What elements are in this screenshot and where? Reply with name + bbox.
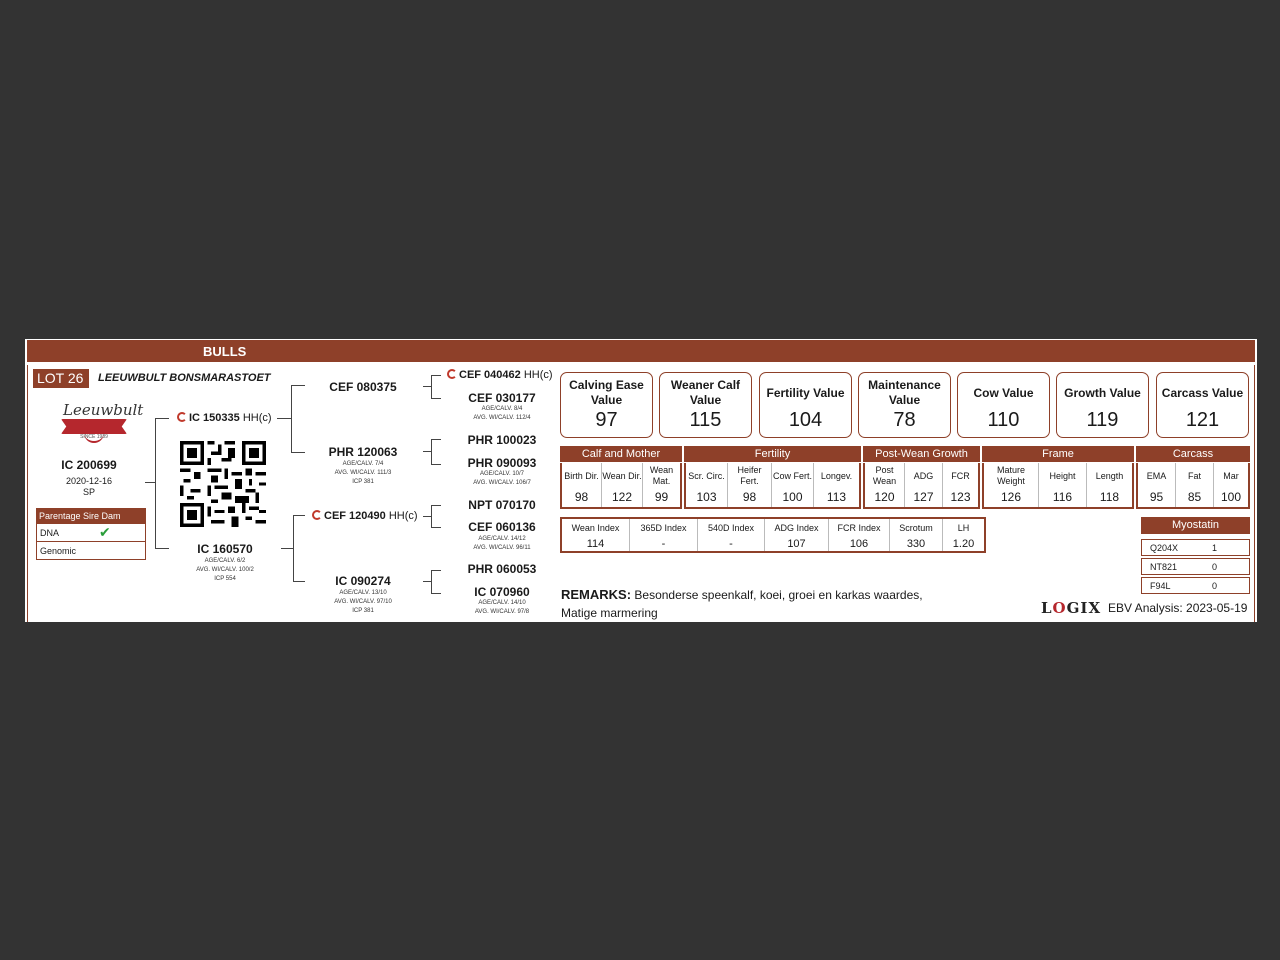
value-box-fertility	[759, 372, 852, 438]
value-box-calving-ease	[560, 372, 653, 438]
ebv-analysis-date: EBV Analysis: 2023-05-19	[1108, 601, 1248, 615]
value-number: 104	[788, 409, 823, 431]
sdd-avg-wi: AVG. WI/CALV. 106/7	[473, 480, 531, 486]
ddd-age-calv: AGE/CALV. 14/10	[478, 600, 526, 606]
group-frame	[982, 463, 1134, 509]
value-box-carcass	[1156, 372, 1249, 438]
qr-code-icon[interactable]	[180, 441, 266, 527]
sdd-id: PHR 090093	[467, 456, 537, 470]
sire-tag: HH(c)	[242, 412, 272, 424]
group-header-frame: Frame	[982, 446, 1134, 462]
tree-line	[431, 439, 441, 440]
group-header-calf-mother: Calf and Mother	[560, 446, 682, 462]
value-label: Growth Value	[1064, 385, 1141, 400]
tree-line	[423, 386, 431, 387]
ssd-age-calv: AGE/CALV. 8/4	[481, 406, 523, 412]
homozygous-polled-icon	[177, 412, 187, 422]
sire-dam-id: PHR 120063	[328, 445, 398, 459]
category-title: BULLS	[203, 344, 247, 359]
ssd-id: CEF 030177	[468, 391, 536, 405]
tree-line	[431, 375, 441, 376]
tree-line	[431, 593, 441, 594]
dsd-id: CEF 060136	[468, 520, 536, 534]
ebv-post-wean: Post Wean 120	[872, 465, 897, 504]
tree-line	[423, 516, 431, 517]
ebv-wean-mat: Wean Mat. 99	[642, 463, 680, 507]
tree-line	[431, 570, 432, 593]
frame-right	[1254, 365, 1255, 622]
tree-line	[293, 581, 305, 582]
farm-logo-since: SINCE 1989	[80, 434, 108, 440]
group-header-post-wean: Post-Wean Growth	[863, 446, 980, 462]
group-fertility	[684, 463, 861, 509]
dam-dam-avg-wi: AVG. WI/CALV. 97/10	[334, 599, 392, 605]
myostatin-row: F94L 0	[1141, 577, 1250, 594]
sire	[177, 412, 272, 424]
ebv-length: Length 118	[1086, 463, 1132, 507]
index-lh: LH 1.20	[942, 519, 984, 551]
dam-dam-age-calv: AGE/CALV. 13/10	[339, 590, 387, 596]
value-label: Cow Value	[973, 385, 1034, 400]
animal-id: IC 200699	[61, 458, 117, 472]
check-icon: ✔	[99, 524, 111, 540]
value-number: 119	[1086, 409, 1119, 431]
parentage-row-label: Genomic	[40, 546, 77, 556]
lot-number: LOT 26	[33, 369, 89, 388]
logix-logo: LOGIX	[1041, 599, 1102, 617]
value-number: 97	[595, 409, 618, 431]
index-scrotum: Scrotum 330	[889, 519, 942, 551]
dss-id: NPT 070170	[468, 498, 536, 512]
ebv-wean-dir: Wean Dir. 122	[601, 463, 642, 507]
group-calf-mother	[560, 463, 682, 509]
index-540d: 540D Index -	[697, 519, 764, 551]
remarks-label: REMARKS:	[561, 587, 632, 602]
tree-line	[293, 515, 294, 581]
value-number: 115	[689, 409, 722, 431]
sire-dam-icp: ICP 381	[352, 479, 374, 485]
sire-id: IC 150335	[189, 412, 240, 424]
tree-line	[423, 451, 431, 452]
parentage-table	[36, 508, 146, 560]
lot-sheet	[25, 339, 1257, 622]
index-365d: 365D Index -	[629, 519, 697, 551]
group-post-wean	[863, 463, 980, 509]
farm-name: LEEUWBULT BONSMARASTOET	[98, 372, 271, 384]
animal-dob: 2020-12-16	[65, 476, 113, 486]
ebv-fcr: FCR 123	[942, 463, 978, 507]
animal-code: SP	[82, 487, 95, 497]
dam-id: IC 160570	[197, 542, 253, 556]
sire-sire-id: CEF 080375	[329, 380, 397, 394]
group-header-carcass: Carcass	[1136, 446, 1250, 462]
remarks-text: Besonderse speenkalf, koei, groei en karkas waardes, Matige marmering	[561, 588, 923, 620]
value-box-weaner-calf	[659, 372, 752, 438]
ssd-avg-wi: AVG. WI/CALV. 112/4	[473, 415, 531, 421]
tree-line	[277, 418, 291, 419]
sire-dam-age-calv: AGE/CALV. 7/4	[342, 461, 384, 467]
tree-line	[291, 385, 305, 386]
ebv-birth-dir: Birth Dir. 98	[564, 470, 599, 504]
value-label: Fertility Value	[766, 385, 845, 400]
parentage-row-dna	[36, 524, 146, 542]
tree-line	[145, 482, 155, 483]
ebv-adg: ADG 127	[904, 463, 942, 507]
group-header-fertility: Fertility	[684, 446, 861, 462]
value-number: 121	[1185, 409, 1220, 431]
parentage-row-label: DNA	[40, 528, 60, 538]
parentage-row-genomic	[36, 542, 146, 560]
index-fcr: FCR Index 106	[828, 519, 889, 551]
homozygous-polled-icon	[447, 369, 457, 379]
myostatin-row: Q204X 1	[1141, 539, 1250, 556]
dam-sire-tag: HH(c)	[388, 510, 418, 522]
tree-line	[293, 515, 305, 516]
frame-left	[27, 365, 28, 622]
dam-sire-id: CEF 120490	[324, 510, 386, 522]
ebv-heifer-fert: Heifer Fert. 98	[727, 463, 771, 507]
ddd-id: IC 070960	[474, 585, 530, 599]
tree-line	[155, 418, 169, 419]
category-banner	[27, 340, 1255, 362]
group-carcass	[1136, 463, 1250, 509]
dam-dam-id: IC 090274	[335, 574, 391, 588]
myostatin-header: Myostatin	[1141, 517, 1250, 534]
ebv-longev: Longev. 113	[813, 463, 859, 507]
tree-line	[431, 570, 441, 571]
dam-dam-icp: ICP 381	[352, 608, 374, 614]
remarks	[561, 586, 961, 622]
myostatin-row: NT821 0	[1141, 558, 1250, 575]
sire-dam-avg-wi: AVG. WI/CALV. 111/3	[334, 470, 392, 476]
tree-line	[291, 452, 305, 453]
tree-line	[291, 385, 292, 452]
sss-tag: HH(c)	[523, 369, 553, 381]
index-adg: ADG Index 107	[764, 519, 828, 551]
value-label: Carcass Value	[1161, 385, 1244, 400]
tree-line	[431, 398, 441, 399]
value-number: 78	[893, 409, 916, 431]
ebv-scr-circ: Scr. Circ. 103	[688, 470, 725, 504]
tree-line	[431, 527, 441, 528]
parentage-header: Parentage Sire Dam	[36, 508, 146, 524]
value-label: Calving Ease Value	[569, 378, 644, 407]
homozygous-polled-icon	[312, 510, 322, 520]
ebv-ema: EMA 95	[1146, 470, 1167, 504]
value-label: Weaner Calf Value	[670, 378, 741, 407]
dsd-age-calv: AGE/CALV. 14/12	[478, 536, 526, 542]
index-table	[560, 517, 986, 553]
tree-line	[431, 375, 432, 398]
value-box-maintenance	[858, 372, 951, 438]
value-box-cow	[957, 372, 1050, 438]
tree-line	[281, 548, 293, 549]
sire-sire-sire	[447, 369, 553, 381]
value-label: Maintenance Value	[868, 378, 941, 407]
dam-sire	[312, 510, 418, 522]
ebv-mature-weight: Mature Weight 126	[996, 465, 1025, 504]
dam-icp: ICP 554	[214, 576, 236, 582]
dsd-avg-wi: AVG. WI/CALV. 96/11	[473, 545, 531, 551]
tree-line	[423, 581, 431, 582]
dam-avg-wi: AVG. WI/CALV. 100/2	[196, 567, 254, 573]
sdd-age-calv: AGE/CALV. 10/7	[479, 471, 525, 477]
ebv-fat: Fat 85	[1175, 463, 1213, 507]
ebv-height: Height 116	[1038, 463, 1086, 507]
tree-line	[431, 464, 441, 465]
dam-age-calv: AGE/CALV. 6/2	[204, 558, 246, 564]
value-box-growth	[1056, 372, 1149, 438]
sss-id: CEF 040462	[459, 369, 521, 381]
ebv-mar: Mar 100	[1213, 463, 1248, 507]
value-number: 110	[987, 409, 1020, 431]
sds-id: PHR 100023	[467, 433, 537, 447]
index-wean: Wean Index 114	[571, 523, 620, 550]
tree-line	[431, 439, 432, 464]
farm-logo-text: Leeuwbult	[63, 401, 144, 419]
tree-line	[155, 418, 156, 548]
tree-line	[431, 505, 441, 506]
tree-line	[431, 505, 432, 527]
ddd-avg-wi: AVG. WI/CALV. 97/8	[474, 609, 530, 615]
ebv-cow-fert: Cow Fert. 100	[771, 463, 813, 507]
dds-id: PHR 060053	[467, 562, 537, 576]
tree-line	[155, 548, 169, 549]
